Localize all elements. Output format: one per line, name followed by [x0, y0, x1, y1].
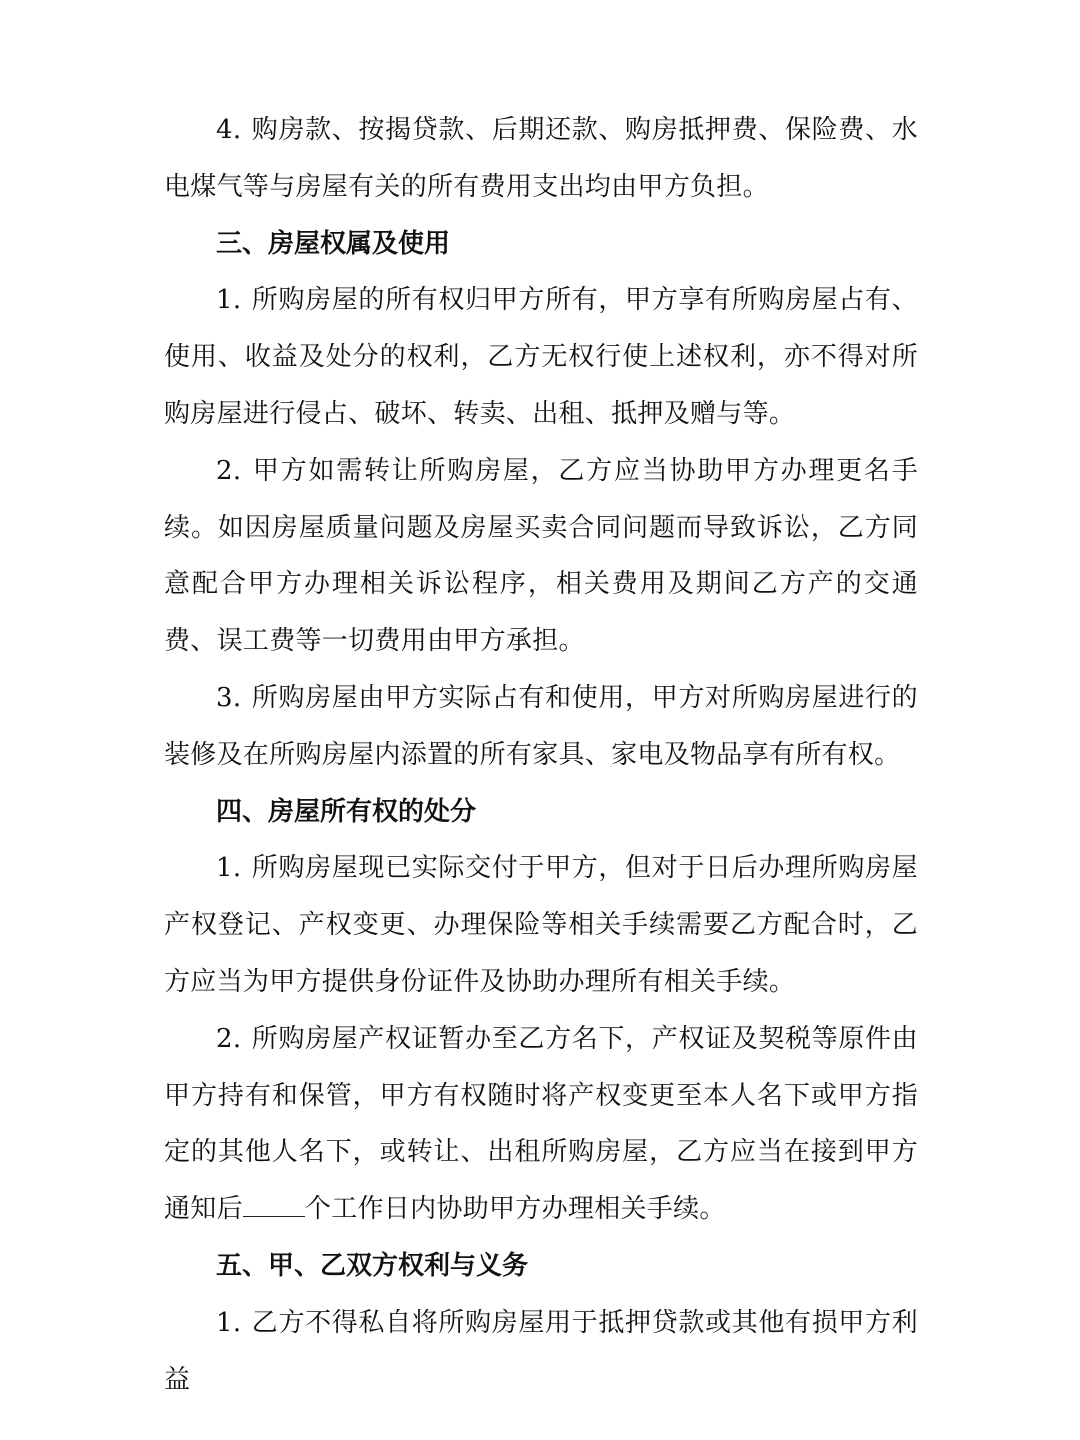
clause-4-2: [164, 1011, 918, 1238]
section-heading-5: 五、甲、乙双方权利与义务: [216, 1250, 529, 1281]
clause-3-2: [164, 443, 918, 670]
clause-text: 所购房屋的所有权归甲方所有，甲方享有所购房屋占有、使用、收益及处分的权利，乙方无权行使上述权利，亦不得对所购房屋进行侵占、破坏、转卖、出租、抵押及赠与等。: [164, 285, 918, 429]
clause-text: 所购房屋由甲方实际占有和使用，甲方对所购房屋进行的装修及在所购房屋内添置的所有家具、家电及物品享有所有权。: [164, 682, 918, 770]
clause-text: 乙方不得私自将所购房屋用于抵押贷款或其他有损甲方利益: [164, 1307, 918, 1395]
clause-4-1: [164, 840, 918, 1010]
clause-3-3: [164, 670, 918, 784]
clause-3-1: [164, 272, 918, 442]
clause-number: 1.: [216, 285, 242, 316]
clause-2-4: [164, 102, 918, 216]
fill-in-blank: [243, 1194, 305, 1217]
clause-text-after-blank: 个工作日内协助甲方办理相关手续。: [304, 1194, 726, 1225]
clause-number: 3.: [216, 682, 242, 713]
section-heading-4: 四、房屋所有权的处分: [216, 796, 477, 827]
clause-text-before-blank: 所购房屋产权证暂办至乙方名下，产权证及契税等原件由甲方持有和保管，甲方有权随时将产权变更至本人名下或甲方指定的其他人名下，或转让、出租所购房屋，乙方应当在接到甲方通知后: [164, 1023, 918, 1225]
clause-text: 甲方如需转让所购房屋，乙方应当协助甲方办理更名手续。如因房屋质量问题及房屋买卖合同问题而导致诉讼，乙方同意配合甲方办理相关诉讼程序，相关费用及期间乙方产的交通费、误工费等一切费用由甲方承担。: [164, 455, 918, 657]
clause-number: 4.: [216, 115, 242, 145]
clause-number: 2.: [216, 455, 242, 486]
clause-number: 2.: [216, 1023, 242, 1054]
clause-text: 购房款、按揭贷款、后期还款、购房抵押费、保险费、水电煤气等与房屋有关的所有费用支出均由甲方负担。: [164, 115, 918, 202]
contract-document: [164, 102, 918, 1408]
clause-number: 1.: [216, 1307, 242, 1338]
clause-number: 1.: [216, 853, 242, 884]
clause-text: 所购房屋现已实际交付于甲方，但对于日后办理所购房屋产权登记、产权变更、办理保险等相关手续需要乙方配合时，乙方应当为甲方提供身份证件及协助办理所有相关手续。: [164, 853, 918, 997]
clause-5-1: [164, 1295, 918, 1409]
section-heading-3: 三、房屋权属及使用: [216, 228, 451, 259]
